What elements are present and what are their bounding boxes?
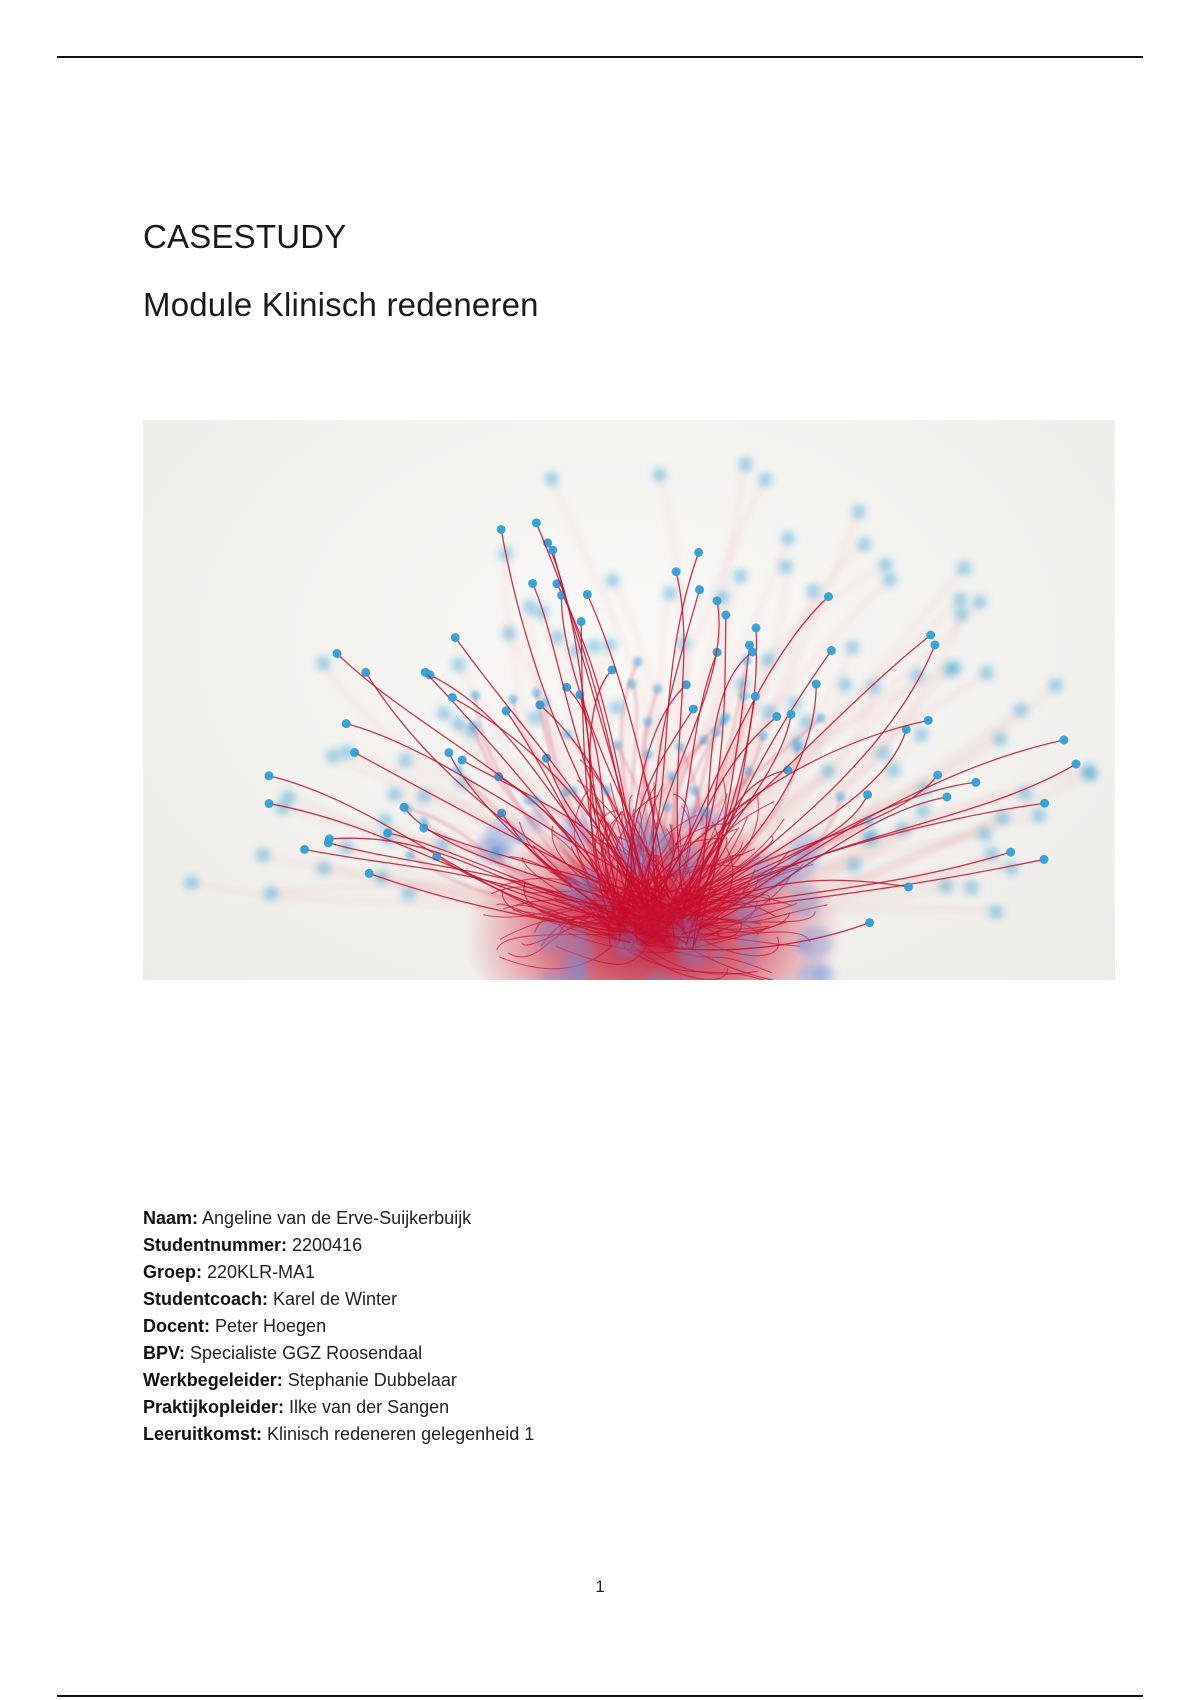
neuron-node xyxy=(989,905,1003,919)
header-rule xyxy=(57,56,1143,58)
neuron-node xyxy=(904,882,913,891)
neuron-node xyxy=(383,828,392,837)
neuron-node xyxy=(758,473,772,487)
neuron-node xyxy=(451,633,460,642)
info-row-praktijkopleider: Praktijkopleider: Ilke van der Sangen xyxy=(143,1397,450,1417)
neuron-node xyxy=(887,763,901,777)
neuron-network-image xyxy=(143,420,1115,980)
neuron-soma xyxy=(789,886,821,918)
neuron-node xyxy=(402,887,416,901)
neuron-node xyxy=(701,807,711,817)
neuron-node xyxy=(1040,855,1049,864)
neuron-node xyxy=(713,596,722,605)
neuron-node xyxy=(857,537,871,551)
neuron-node xyxy=(508,694,518,704)
neuron-node xyxy=(452,717,466,731)
neuron-node xyxy=(1006,848,1015,857)
neuron-node xyxy=(781,531,795,545)
neuron-node xyxy=(398,753,412,767)
neuron-node xyxy=(548,546,557,555)
neuron-node xyxy=(605,573,619,587)
neuron-node xyxy=(551,630,565,644)
neuron-node xyxy=(497,525,506,534)
neuron-node xyxy=(333,649,342,658)
neuron-node xyxy=(806,584,820,598)
neuron-soma xyxy=(742,955,755,968)
page-number: 1 xyxy=(595,1577,605,1596)
neuron-node xyxy=(643,717,653,727)
neuron-node xyxy=(751,692,760,701)
neuron-node xyxy=(577,617,586,626)
neuron-node xyxy=(772,712,781,721)
neuron-node xyxy=(516,834,526,844)
neuron-node xyxy=(711,727,721,737)
neuron-node xyxy=(532,518,541,527)
neuron-node xyxy=(942,792,951,801)
neuron-node xyxy=(816,713,826,723)
neuron-node xyxy=(718,716,728,726)
neuron-node xyxy=(528,579,537,588)
neuron-node xyxy=(653,468,667,482)
neuron-node xyxy=(326,749,340,763)
neuron-soma xyxy=(798,925,832,959)
neuron-node xyxy=(265,771,274,780)
neuron-node xyxy=(865,918,874,927)
neuron-node xyxy=(587,639,601,653)
neuron-node xyxy=(924,716,933,725)
neuron-node xyxy=(971,778,980,787)
neuron-node xyxy=(1004,861,1018,875)
neuron-node xyxy=(675,742,685,752)
neuron-node xyxy=(821,764,835,778)
neuron-node xyxy=(939,879,953,893)
neuron-node xyxy=(612,740,622,750)
neuron-node xyxy=(316,656,330,670)
neuron-node xyxy=(965,881,979,895)
neuron-soma xyxy=(737,932,761,956)
document-subtitle: Module Klinisch redeneren xyxy=(143,286,539,323)
neuron-node xyxy=(264,887,278,901)
neuron-node xyxy=(575,690,584,699)
neuron-node xyxy=(1032,809,1046,823)
neuron-node xyxy=(957,561,971,575)
neuron-node xyxy=(1084,767,1098,781)
neuron-node xyxy=(694,548,703,557)
neuron-node xyxy=(943,663,957,677)
neuron-node xyxy=(864,816,874,826)
neuron-node xyxy=(437,706,451,720)
neuron-node xyxy=(444,748,453,757)
neuron-soma xyxy=(712,947,726,961)
neuron-node xyxy=(405,850,415,860)
neuron-node xyxy=(721,611,730,620)
neuron-node xyxy=(662,802,672,812)
neuron-node xyxy=(738,457,752,471)
document-title: CASESTUDY xyxy=(143,218,347,255)
neuron-node xyxy=(672,567,681,576)
neuron-node xyxy=(402,804,412,814)
neuron-node xyxy=(317,861,331,875)
neuron-node xyxy=(792,742,802,752)
neuron-node xyxy=(663,586,677,600)
neuron-node xyxy=(468,721,478,731)
neuron-node xyxy=(788,696,802,710)
neuron-node xyxy=(933,771,942,780)
neuron-node xyxy=(583,590,592,599)
neuron-node xyxy=(916,804,930,818)
neuron-node xyxy=(421,668,430,677)
info-row-studentnummer: Studentnummer: 2200416 xyxy=(143,1235,363,1255)
neuron-node xyxy=(953,593,967,607)
neuron-node xyxy=(926,631,935,640)
neuron-node xyxy=(695,585,704,594)
neuron-node xyxy=(914,728,928,742)
info-row-naam: Naam: Angeline van de Erve-Suijkerbuijk xyxy=(143,1208,472,1228)
neuron-node xyxy=(827,646,836,655)
neuron-soma xyxy=(537,919,571,953)
neuron-node xyxy=(993,732,1007,746)
footer-rule xyxy=(57,1695,1143,1697)
student-info-block xyxy=(143,1205,534,1448)
neuron-node xyxy=(325,834,334,843)
neuron-node xyxy=(545,472,559,486)
neuron-node xyxy=(863,790,872,799)
neuron-node xyxy=(835,792,845,802)
neuron-node xyxy=(342,719,351,728)
info-row-werkbegeleider: Werkbegeleider: Stephanie Dubbelaar xyxy=(143,1370,457,1390)
neuron-node xyxy=(690,786,700,796)
neuron-node xyxy=(265,799,274,808)
neuron-node xyxy=(824,592,833,601)
neuron-node xyxy=(761,653,775,667)
neuron-node xyxy=(490,847,500,857)
neuron-node xyxy=(470,690,480,700)
info-row-leeruitkomst: Leeruitkomst: Klinisch redeneren gelegenheid 1 xyxy=(143,1424,535,1444)
neuron-node xyxy=(540,697,550,707)
neuron-node xyxy=(978,827,992,841)
neuron-node xyxy=(1040,799,1049,808)
neuron-node xyxy=(458,756,467,765)
neuron-node xyxy=(758,731,768,741)
neuron-node xyxy=(633,657,643,667)
neuron-node xyxy=(300,845,309,854)
neuron-node xyxy=(532,688,542,698)
neuron-node xyxy=(256,848,270,862)
neuron-node xyxy=(184,876,198,890)
neuron-node xyxy=(667,772,677,782)
neuron-node xyxy=(812,680,821,689)
neuron-node xyxy=(752,623,761,632)
info-row-bpv: BPV: Specialiste GGZ Roosendaal xyxy=(143,1343,423,1363)
neuron-node xyxy=(879,558,893,572)
neuron-node xyxy=(531,795,541,805)
neuron-node xyxy=(1059,735,1068,744)
info-row-studentcoach: Studentcoach: Karel de Winter xyxy=(143,1289,398,1309)
neuron-node xyxy=(845,641,859,655)
neuron-node xyxy=(742,655,752,665)
neuron-node xyxy=(930,640,939,649)
neuron-node xyxy=(610,700,624,714)
neuron-node xyxy=(448,693,457,702)
neuron-node xyxy=(388,787,402,801)
neuron-node xyxy=(350,748,359,757)
neuron-node xyxy=(779,560,793,574)
neuron-node xyxy=(852,505,866,519)
neuron-node xyxy=(365,869,374,878)
neuron-node xyxy=(954,607,968,621)
neuron-node xyxy=(733,569,747,583)
info-row-groep: Groep: 220KLR-MA1 xyxy=(143,1262,316,1282)
neuron-node xyxy=(453,765,463,775)
neuron-node xyxy=(562,729,572,739)
neuron-node xyxy=(689,705,698,714)
neuron-node xyxy=(838,677,852,691)
neuron-node xyxy=(1072,760,1081,769)
neuron-network-graphic xyxy=(143,420,1115,980)
neuron-node xyxy=(452,658,466,672)
neuron-node xyxy=(883,573,897,587)
neuron-node xyxy=(748,647,757,656)
neuron-node xyxy=(653,684,663,694)
neuron-node xyxy=(1049,678,1063,692)
info-row-docent: Docent: Peter Hoegen xyxy=(143,1316,327,1336)
neuron-node xyxy=(973,595,987,609)
neuron-node xyxy=(418,817,428,827)
neuron-node xyxy=(601,785,611,795)
neuron-node xyxy=(980,666,994,680)
neuron-node xyxy=(787,710,796,719)
neuron-node xyxy=(1014,703,1028,717)
